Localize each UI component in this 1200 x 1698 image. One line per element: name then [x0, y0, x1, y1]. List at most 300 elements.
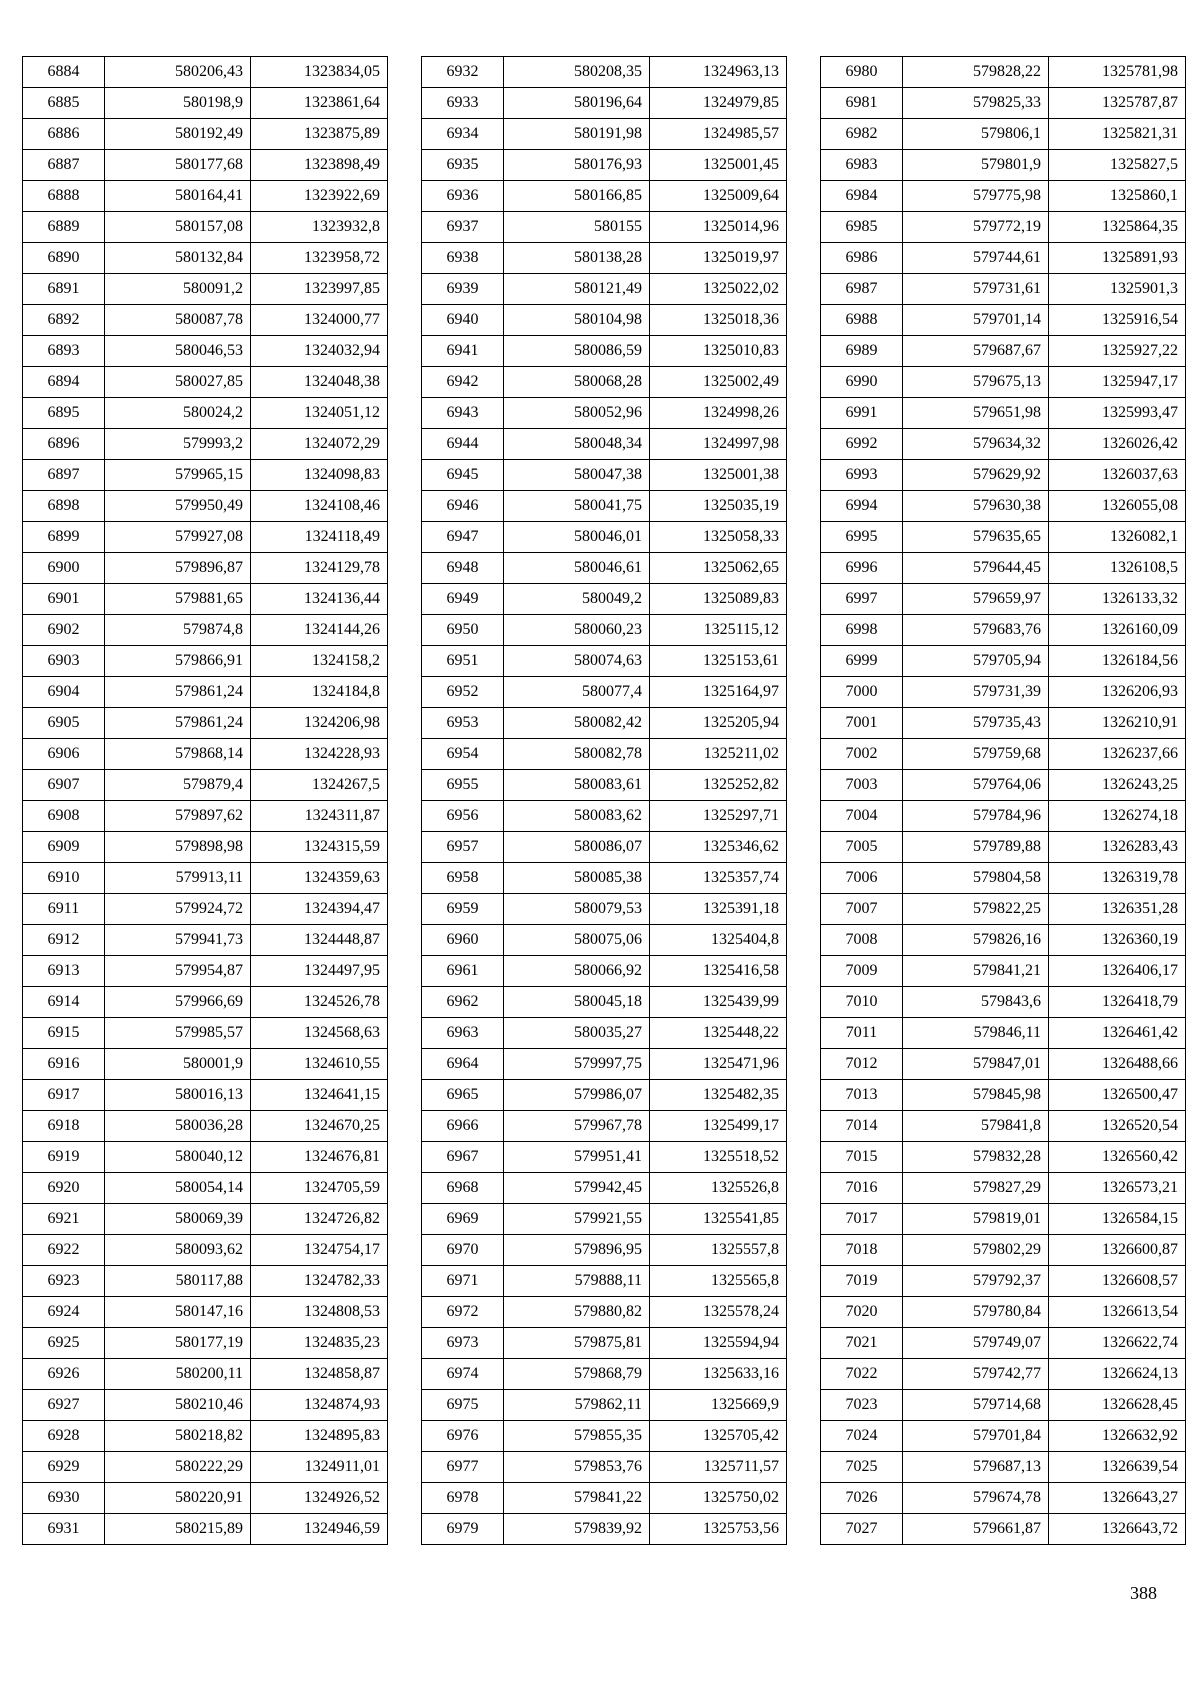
point-number-cell: 6897	[23, 460, 105, 491]
y-coordinate-cell: 1324032,94	[251, 336, 388, 367]
table-row	[23, 708, 388, 739]
x-coordinate-cell: 580220,91	[105, 1483, 251, 1514]
point-number-cell: 6951	[422, 646, 504, 677]
x-coordinate-cell: 579705,94	[903, 646, 1049, 677]
table-row	[821, 584, 1186, 615]
table-row	[23, 150, 388, 181]
y-coordinate-cell: 1326037,63	[1049, 460, 1186, 491]
table-row	[821, 1390, 1186, 1421]
table-row	[422, 1483, 787, 1514]
table-row	[23, 398, 388, 429]
y-coordinate-cell: 1325669,9	[650, 1390, 787, 1421]
table-row	[422, 1266, 787, 1297]
table-row	[821, 491, 1186, 522]
y-coordinate-cell: 1325062,65	[650, 553, 787, 584]
x-coordinate-cell: 579896,95	[504, 1235, 650, 1266]
x-coordinate-cell: 580077,4	[504, 677, 650, 708]
point-number-cell: 6998	[821, 615, 903, 646]
x-coordinate-cell: 579897,62	[105, 801, 251, 832]
x-coordinate-cell: 580091,2	[105, 274, 251, 305]
point-number-cell: 6898	[23, 491, 105, 522]
y-coordinate-cell: 1324311,87	[251, 801, 388, 832]
table-row	[821, 708, 1186, 739]
point-number-cell: 6904	[23, 677, 105, 708]
y-coordinate-cell: 1324048,38	[251, 367, 388, 398]
x-coordinate-cell: 580147,16	[105, 1297, 251, 1328]
x-coordinate-cell: 579880,82	[504, 1297, 650, 1328]
y-coordinate-cell: 1326274,18	[1049, 801, 1186, 832]
x-coordinate-cell: 579629,92	[903, 460, 1049, 491]
y-coordinate-cell: 1326461,42	[1049, 1018, 1186, 1049]
table-row	[23, 1142, 388, 1173]
table-row	[23, 1018, 388, 1049]
x-coordinate-cell: 580210,46	[105, 1390, 251, 1421]
table-row	[23, 1173, 388, 1204]
point-number-cell: 6979	[422, 1514, 504, 1545]
table-row	[422, 553, 787, 584]
x-coordinate-cell: 579792,37	[903, 1266, 1049, 1297]
x-coordinate-cell: 580177,19	[105, 1328, 251, 1359]
x-coordinate-cell: 580093,62	[105, 1235, 251, 1266]
table-row	[821, 1483, 1186, 1514]
table-row	[821, 150, 1186, 181]
y-coordinate-cell: 1326283,43	[1049, 832, 1186, 863]
x-coordinate-cell: 579635,65	[903, 522, 1049, 553]
x-coordinate-cell: 579802,29	[903, 1235, 1049, 1266]
point-number-cell: 6972	[422, 1297, 504, 1328]
table-row	[422, 522, 787, 553]
point-number-cell: 6909	[23, 832, 105, 863]
point-number-cell: 6967	[422, 1142, 504, 1173]
x-coordinate-cell: 580045,18	[504, 987, 650, 1018]
x-coordinate-cell: 580222,29	[105, 1452, 251, 1483]
table-row	[422, 1080, 787, 1111]
y-coordinate-cell: 1324676,81	[251, 1142, 388, 1173]
table-row	[23, 677, 388, 708]
x-coordinate-cell: 579661,87	[903, 1514, 1049, 1545]
point-number-cell: 6913	[23, 956, 105, 987]
y-coordinate-cell: 1325557,8	[650, 1235, 787, 1266]
table-row	[821, 305, 1186, 336]
y-coordinate-cell: 1326184,56	[1049, 646, 1186, 677]
point-number-cell: 6992	[821, 429, 903, 460]
x-coordinate-cell: 579855,35	[504, 1421, 650, 1452]
y-coordinate-cell: 1324911,01	[251, 1452, 388, 1483]
point-number-cell: 6987	[821, 274, 903, 305]
x-coordinate-cell: 579687,13	[903, 1452, 1049, 1483]
x-coordinate-cell: 579687,67	[903, 336, 1049, 367]
y-coordinate-cell: 1324874,93	[251, 1390, 388, 1421]
x-coordinate-cell: 579942,45	[504, 1173, 650, 1204]
x-coordinate-cell: 580086,07	[504, 832, 650, 863]
y-coordinate-cell: 1324997,98	[650, 429, 787, 460]
point-number-cell: 7020	[821, 1297, 903, 1328]
point-number-cell: 6894	[23, 367, 105, 398]
point-number-cell: 6893	[23, 336, 105, 367]
y-coordinate-cell: 1325448,22	[650, 1018, 787, 1049]
x-coordinate-cell: 579846,11	[903, 1018, 1049, 1049]
y-coordinate-cell: 1324641,15	[251, 1080, 388, 1111]
table-row	[23, 429, 388, 460]
x-coordinate-cell: 579965,15	[105, 460, 251, 491]
x-coordinate-cell: 579875,81	[504, 1328, 650, 1359]
x-coordinate-cell: 579801,9	[903, 150, 1049, 181]
point-number-cell: 6906	[23, 739, 105, 770]
point-number-cell: 6973	[422, 1328, 504, 1359]
y-coordinate-cell: 1326624,13	[1049, 1359, 1186, 1390]
table-row	[422, 88, 787, 119]
y-coordinate-cell: 1324670,25	[251, 1111, 388, 1142]
x-coordinate-cell: 579804,58	[903, 863, 1049, 894]
table-row	[422, 1390, 787, 1421]
point-number-cell: 6886	[23, 119, 105, 150]
table-row	[23, 1452, 388, 1483]
y-coordinate-cell: 1326160,09	[1049, 615, 1186, 646]
y-coordinate-cell: 1324526,78	[251, 987, 388, 1018]
x-coordinate-cell: 579847,01	[903, 1049, 1049, 1080]
table-row	[821, 88, 1186, 119]
x-coordinate-cell: 580040,12	[105, 1142, 251, 1173]
point-number-cell: 6948	[422, 553, 504, 584]
point-number-cell: 7007	[821, 894, 903, 925]
table-row	[23, 274, 388, 305]
y-coordinate-cell: 1324267,5	[251, 770, 388, 801]
y-coordinate-cell: 1325787,87	[1049, 88, 1186, 119]
y-coordinate-cell: 1325864,35	[1049, 212, 1186, 243]
x-coordinate-cell: 579806,1	[903, 119, 1049, 150]
table-row	[422, 677, 787, 708]
y-coordinate-cell: 1325416,58	[650, 956, 787, 987]
table-row	[23, 801, 388, 832]
table-row	[821, 1018, 1186, 1049]
table-row	[422, 1514, 787, 1545]
x-coordinate-cell: 579954,87	[105, 956, 251, 987]
x-coordinate-cell: 579941,73	[105, 925, 251, 956]
x-coordinate-cell: 580075,06	[504, 925, 650, 956]
table-row	[821, 1080, 1186, 1111]
table-row	[821, 832, 1186, 863]
table-row	[422, 57, 787, 88]
x-coordinate-cell: 579789,88	[903, 832, 1049, 863]
table-row	[23, 57, 388, 88]
y-coordinate-cell: 1325035,19	[650, 491, 787, 522]
coordinate-table-1	[22, 56, 388, 1545]
x-coordinate-cell: 580208,35	[504, 57, 650, 88]
point-number-cell: 6993	[821, 460, 903, 491]
y-coordinate-cell: 1326500,47	[1049, 1080, 1186, 1111]
x-coordinate-cell: 580157,08	[105, 212, 251, 243]
point-number-cell: 6925	[23, 1328, 105, 1359]
table-row	[422, 894, 787, 925]
point-number-cell: 6991	[821, 398, 903, 429]
point-number-cell: 6966	[422, 1111, 504, 1142]
x-coordinate-cell: 579825,33	[903, 88, 1049, 119]
y-coordinate-cell: 1325827,5	[1049, 150, 1186, 181]
table-row	[23, 987, 388, 1018]
table-row	[23, 1080, 388, 1111]
point-number-cell: 6885	[23, 88, 105, 119]
x-coordinate-cell: 579683,76	[903, 615, 1049, 646]
x-coordinate-cell: 580198,9	[105, 88, 251, 119]
point-number-cell: 6977	[422, 1452, 504, 1483]
table-row	[23, 739, 388, 770]
x-coordinate-cell: 579630,38	[903, 491, 1049, 522]
x-coordinate-cell: 579714,68	[903, 1390, 1049, 1421]
y-coordinate-cell: 1326608,57	[1049, 1266, 1186, 1297]
point-number-cell: 7004	[821, 801, 903, 832]
y-coordinate-cell: 1325565,8	[650, 1266, 787, 1297]
point-number-cell: 6931	[23, 1514, 105, 1545]
point-number-cell: 6986	[821, 243, 903, 274]
y-coordinate-cell: 1325001,45	[650, 150, 787, 181]
point-number-cell: 7017	[821, 1204, 903, 1235]
x-coordinate-cell: 580027,85	[105, 367, 251, 398]
y-coordinate-cell: 1326418,79	[1049, 987, 1186, 1018]
table-row	[422, 336, 787, 367]
x-coordinate-cell: 579888,11	[504, 1266, 650, 1297]
table-row	[821, 925, 1186, 956]
point-number-cell: 6978	[422, 1483, 504, 1514]
point-number-cell: 6889	[23, 212, 105, 243]
table-row	[422, 1359, 787, 1390]
y-coordinate-cell: 1325014,96	[650, 212, 787, 243]
table-row	[821, 770, 1186, 801]
table-row	[422, 150, 787, 181]
point-number-cell: 6958	[422, 863, 504, 894]
table-row	[422, 770, 787, 801]
y-coordinate-cell: 1326360,19	[1049, 925, 1186, 956]
x-coordinate-cell: 580069,39	[105, 1204, 251, 1235]
y-coordinate-cell: 1324000,77	[251, 305, 388, 336]
point-number-cell: 7026	[821, 1483, 903, 1514]
point-number-cell: 7015	[821, 1142, 903, 1173]
x-coordinate-cell: 579780,84	[903, 1297, 1049, 1328]
point-number-cell: 7005	[821, 832, 903, 863]
point-number-cell: 6961	[422, 956, 504, 987]
x-coordinate-cell: 580155	[504, 212, 650, 243]
y-coordinate-cell: 1324315,59	[251, 832, 388, 863]
point-number-cell: 6988	[821, 305, 903, 336]
table-row	[23, 243, 388, 274]
point-number-cell: 6902	[23, 615, 105, 646]
y-coordinate-cell: 1326237,66	[1049, 739, 1186, 770]
x-coordinate-cell: 580079,53	[504, 894, 650, 925]
y-coordinate-cell: 1326639,54	[1049, 1452, 1186, 1483]
y-coordinate-cell: 1325115,12	[650, 615, 787, 646]
table-row	[23, 491, 388, 522]
y-coordinate-cell: 1325357,74	[650, 863, 787, 894]
point-number-cell: 6907	[23, 770, 105, 801]
y-coordinate-cell: 1325993,47	[1049, 398, 1186, 429]
point-number-cell: 6994	[821, 491, 903, 522]
y-coordinate-cell: 1325541,85	[650, 1204, 787, 1235]
point-number-cell: 6934	[422, 119, 504, 150]
table-row	[821, 1421, 1186, 1452]
y-coordinate-cell: 1326243,25	[1049, 770, 1186, 801]
point-number-cell: 6939	[422, 274, 504, 305]
y-coordinate-cell: 1324158,2	[251, 646, 388, 677]
y-coordinate-cell: 1325927,22	[1049, 336, 1186, 367]
x-coordinate-cell: 579659,97	[903, 584, 1049, 615]
y-coordinate-cell: 1325018,36	[650, 305, 787, 336]
y-coordinate-cell: 1326351,28	[1049, 894, 1186, 925]
y-coordinate-cell: 1326406,17	[1049, 956, 1186, 987]
x-coordinate-cell: 580066,92	[504, 956, 650, 987]
x-coordinate-cell: 579775,98	[903, 181, 1049, 212]
y-coordinate-cell: 1324895,83	[251, 1421, 388, 1452]
x-coordinate-cell: 579841,22	[504, 1483, 650, 1514]
table-row	[23, 1235, 388, 1266]
point-number-cell: 6921	[23, 1204, 105, 1235]
point-number-cell: 7002	[821, 739, 903, 770]
point-number-cell: 6945	[422, 460, 504, 491]
y-coordinate-cell: 1325482,35	[650, 1080, 787, 1111]
table-row	[422, 1235, 787, 1266]
y-coordinate-cell: 1325578,24	[650, 1297, 787, 1328]
x-coordinate-cell: 579845,98	[903, 1080, 1049, 1111]
y-coordinate-cell: 1325526,8	[650, 1173, 787, 1204]
x-coordinate-cell: 579759,68	[903, 739, 1049, 770]
point-number-cell: 6954	[422, 739, 504, 770]
y-coordinate-cell: 1325297,71	[650, 801, 787, 832]
x-coordinate-cell: 579731,39	[903, 677, 1049, 708]
table-row	[23, 584, 388, 615]
x-coordinate-cell: 579828,22	[903, 57, 1049, 88]
table-row	[422, 119, 787, 150]
x-coordinate-cell: 579764,06	[903, 770, 1049, 801]
y-coordinate-cell: 1324051,12	[251, 398, 388, 429]
table-row	[422, 863, 787, 894]
point-number-cell: 7003	[821, 770, 903, 801]
y-coordinate-cell: 1326600,87	[1049, 1235, 1186, 1266]
y-coordinate-cell: 1325010,83	[650, 336, 787, 367]
y-coordinate-cell: 1324754,17	[251, 1235, 388, 1266]
point-number-cell: 6982	[821, 119, 903, 150]
x-coordinate-cell: 580083,62	[504, 801, 650, 832]
table-row	[821, 1328, 1186, 1359]
table-row	[422, 739, 787, 770]
x-coordinate-cell: 579822,25	[903, 894, 1049, 925]
point-number-cell: 6964	[422, 1049, 504, 1080]
table-row	[821, 677, 1186, 708]
y-coordinate-cell: 1323861,64	[251, 88, 388, 119]
table-row	[23, 553, 388, 584]
point-number-cell: 7018	[821, 1235, 903, 1266]
table-row	[821, 1111, 1186, 1142]
y-coordinate-cell: 1325019,97	[650, 243, 787, 274]
point-number-cell: 6935	[422, 150, 504, 181]
point-number-cell: 6944	[422, 429, 504, 460]
x-coordinate-cell: 580215,89	[105, 1514, 251, 1545]
y-coordinate-cell: 1325750,02	[650, 1483, 787, 1514]
table-row	[821, 1204, 1186, 1235]
x-coordinate-cell: 579950,49	[105, 491, 251, 522]
table-row	[422, 429, 787, 460]
point-number-cell: 7019	[821, 1266, 903, 1297]
table-row	[23, 1204, 388, 1235]
table-row	[23, 770, 388, 801]
x-coordinate-cell: 579862,11	[504, 1390, 650, 1421]
point-number-cell: 7009	[821, 956, 903, 987]
x-coordinate-cell: 580085,38	[504, 863, 650, 894]
point-number-cell: 6915	[23, 1018, 105, 1049]
x-coordinate-cell: 579896,87	[105, 553, 251, 584]
y-coordinate-cell: 1326108,5	[1049, 553, 1186, 584]
table-row	[821, 1359, 1186, 1390]
table-row	[422, 925, 787, 956]
table-row	[821, 336, 1186, 367]
x-coordinate-cell: 579644,45	[903, 553, 1049, 584]
y-coordinate-cell: 1324072,29	[251, 429, 388, 460]
x-coordinate-cell: 579927,08	[105, 522, 251, 553]
x-coordinate-cell: 580060,23	[504, 615, 650, 646]
table-row	[422, 460, 787, 491]
y-coordinate-cell: 1324858,87	[251, 1359, 388, 1390]
y-coordinate-cell: 1326488,66	[1049, 1049, 1186, 1080]
y-coordinate-cell: 1325594,94	[650, 1328, 787, 1359]
table-row	[422, 708, 787, 739]
y-coordinate-cell: 1326133,32	[1049, 584, 1186, 615]
point-number-cell: 6914	[23, 987, 105, 1018]
y-coordinate-cell: 1325860,1	[1049, 181, 1186, 212]
table-row	[821, 1266, 1186, 1297]
point-number-cell: 7023	[821, 1390, 903, 1421]
table-row	[821, 243, 1186, 274]
table-row	[821, 894, 1186, 925]
x-coordinate-cell: 579701,14	[903, 305, 1049, 336]
point-number-cell: 6980	[821, 57, 903, 88]
y-coordinate-cell: 1325891,93	[1049, 243, 1186, 274]
x-coordinate-cell: 579866,91	[105, 646, 251, 677]
y-coordinate-cell: 1326643,27	[1049, 1483, 1186, 1514]
y-coordinate-cell: 1323875,89	[251, 119, 388, 150]
point-number-cell: 6941	[422, 336, 504, 367]
table-row	[422, 398, 787, 429]
x-coordinate-cell: 579951,41	[504, 1142, 650, 1173]
table-row	[422, 1421, 787, 1452]
x-coordinate-cell: 579675,13	[903, 367, 1049, 398]
table-row	[23, 1514, 388, 1545]
x-coordinate-cell: 580177,68	[105, 150, 251, 181]
y-coordinate-cell: 1326643,72	[1049, 1514, 1186, 1545]
x-coordinate-cell: 580024,2	[105, 398, 251, 429]
y-coordinate-cell: 1325346,62	[650, 832, 787, 863]
y-coordinate-cell: 1325252,82	[650, 770, 787, 801]
y-coordinate-cell: 1326206,93	[1049, 677, 1186, 708]
point-number-cell: 6900	[23, 553, 105, 584]
point-number-cell: 7027	[821, 1514, 903, 1545]
table-row	[821, 1452, 1186, 1483]
table-row	[821, 119, 1186, 150]
y-coordinate-cell: 1326560,42	[1049, 1142, 1186, 1173]
point-number-cell: 6976	[422, 1421, 504, 1452]
table-row	[821, 956, 1186, 987]
table-row	[422, 1297, 787, 1328]
x-coordinate-cell: 580166,85	[504, 181, 650, 212]
y-coordinate-cell: 1325518,52	[650, 1142, 787, 1173]
y-coordinate-cell: 1324129,78	[251, 553, 388, 584]
table-row	[23, 305, 388, 336]
table-row	[821, 801, 1186, 832]
y-coordinate-cell: 1324206,98	[251, 708, 388, 739]
point-number-cell: 6996	[821, 553, 903, 584]
table-row	[422, 832, 787, 863]
y-coordinate-cell: 1326628,45	[1049, 1390, 1186, 1421]
x-coordinate-cell: 579967,78	[504, 1111, 650, 1142]
table-row	[422, 212, 787, 243]
x-coordinate-cell: 580191,98	[504, 119, 650, 150]
y-coordinate-cell: 1324118,49	[251, 522, 388, 553]
